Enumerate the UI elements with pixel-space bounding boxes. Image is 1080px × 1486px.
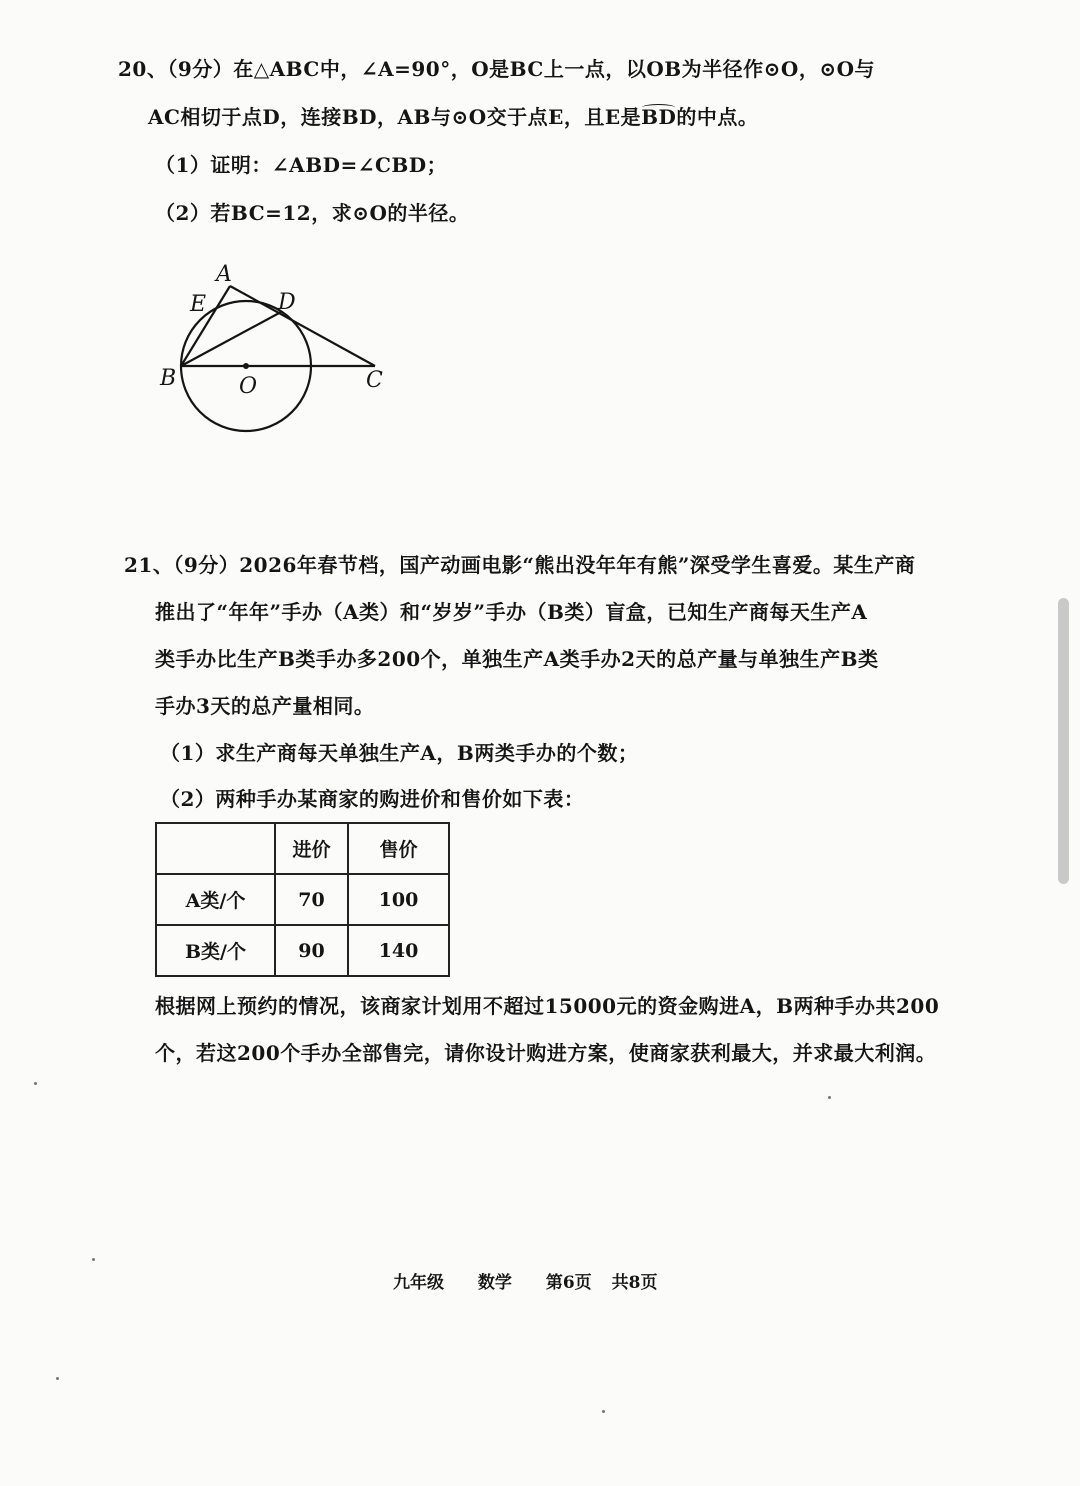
q20-part1: （1）证明：∠ABD=∠CBD； [155,153,448,177]
label-a: A [216,262,232,287]
label-o: O [239,374,258,399]
footer-total: 共8页 [611,1273,658,1293]
scan-speck [828,1096,831,1099]
q20-part2: （2）若BC=12，求⊙O的半径。 [155,201,470,225]
label-d: D [278,290,296,315]
q20-line2 [148,104,758,130]
label-e: E [190,292,207,317]
q21-line2: 推出了“年年”手办（A类）和“岁岁”手办（B类）盲盒，已知生产商每天生产A [155,600,868,624]
q20-line2-a: AC相切于点D，连接BD，AB与⊙O交于点E，且E是 [148,105,642,129]
scrollbar-thumb[interactable] [1058,598,1069,884]
table-row [156,925,449,976]
table-header-cell [156,823,275,874]
page-footer [393,1268,685,1293]
table-cell: B类/个 [156,925,275,976]
q21-after1: 根据网上预约的情况，该商家计划用不超过15000元的资金购进A，B两种手办共200 [155,994,940,1018]
table-header-row [156,823,449,874]
q21-part1: （1）求生产商每天单独生产A，B两类手办的个数； [160,741,639,765]
scan-speck [602,1410,605,1413]
price-table [155,822,450,977]
q21-after2: 个，若这200个手办全部售完，请你设计购进方案，使商家获利最大，并求最大利润。 [155,1041,937,1065]
q21-part2: （2）两种手办某商家的购进价和售价如下表： [160,787,585,811]
q20-line2-b: 的中点。 [676,105,759,129]
table-header-cell: 售价 [348,823,449,874]
table-row [156,874,449,925]
footer-page: 第6页 [545,1273,592,1293]
q20-line1: 20、（9分）在△ABC中，∠A=90°，O是BC上一点，以OB为半径作⊙O，⊙O与 [118,57,876,81]
label-c: C [366,368,383,393]
scan-speck [34,1082,37,1085]
q21-line1: 21、（9分）2026年春节档，国产动画电影“熊出没年年有熊”深受学生喜爱。某生产商 [124,553,916,577]
q21-line3: 类手办比生产B类手办多200个，单独生产A类手办2天的总产量与单独生产B类 [155,647,879,671]
arc-bd: BD [641,105,677,129]
geometry-figure [150,255,400,435]
footer-subject: 数学 [477,1273,512,1293]
table-cell: 100 [348,874,449,925]
segment-ac [230,286,375,366]
center-point-o [243,363,249,369]
label-b: B [160,366,177,391]
table-header-cell: 进价 [275,823,348,874]
q21-line4: 手办3天的总产量相同。 [155,694,375,718]
scan-speck [92,1258,95,1261]
table-cell: 90 [275,925,348,976]
table-cell: A类/个 [156,874,275,925]
footer-grade: 九年级 [393,1273,444,1293]
table-cell: 70 [275,874,348,925]
segment-bd [181,312,281,366]
table-cell: 140 [348,925,449,976]
scan-speck [56,1377,59,1380]
